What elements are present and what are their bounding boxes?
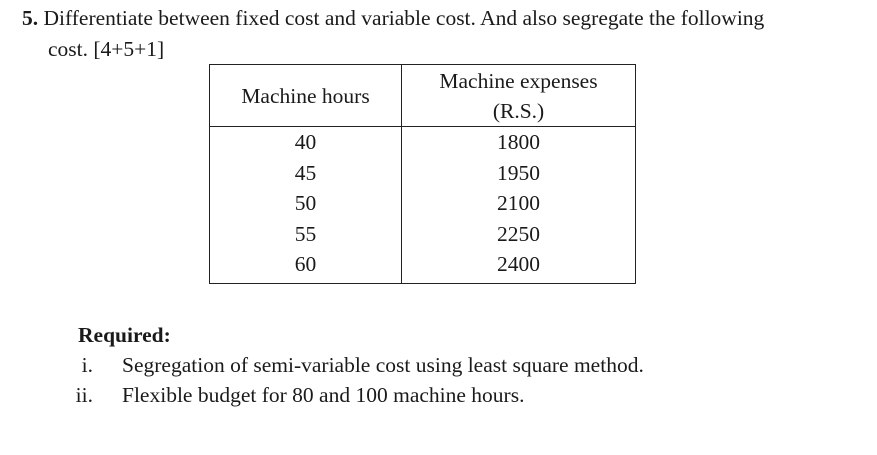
cell-expenses: 1800 [402, 127, 636, 158]
header-expenses-label: Machine expenses [439, 68, 598, 93]
required-item-text: Flexible budget for 80 and 100 machine hours. [122, 383, 525, 407]
cell-hours: 50 [210, 188, 402, 219]
required-heading: Required: [78, 323, 171, 347]
required-item-number: i. [81, 353, 93, 377]
cell-expenses: 2100 [402, 188, 636, 219]
required-item [75, 380, 525, 410]
question-line-1 [22, 3, 862, 34]
cell-expenses: 2250 [402, 219, 636, 250]
table-row [210, 219, 636, 250]
cell-expenses: 2400 [402, 249, 636, 283]
cell-hours: 55 [210, 219, 402, 250]
header-expenses-unit: (R.S.) [492, 98, 545, 123]
table-header-row [210, 65, 636, 127]
cell-hours: 45 [210, 158, 402, 189]
question-number: 5. [22, 6, 39, 30]
table-row [210, 158, 636, 189]
required-item-text: Segregation of semi-variable cost using least square method. [122, 353, 644, 377]
question-text-marks: cost. [4+5+1] [48, 37, 165, 61]
required-section [75, 320, 644, 410]
header-machine-expenses [402, 65, 636, 127]
required-item-number: ii. [75, 383, 93, 407]
question-line-2 [22, 34, 862, 65]
required-item [78, 350, 644, 380]
cell-hours: 60 [210, 249, 402, 283]
cell-expenses: 1950 [402, 158, 636, 189]
header-machine-hours: Machine hours [210, 65, 402, 127]
question-text: Differentiate between fixed cost and variable cost. And also segregate the following [43, 6, 765, 30]
table-row [210, 188, 636, 219]
table-row [210, 127, 636, 158]
table-row [210, 249, 636, 283]
machine-expense-table [209, 64, 636, 284]
question-block [22, 3, 862, 65]
cell-hours: 40 [210, 127, 402, 158]
